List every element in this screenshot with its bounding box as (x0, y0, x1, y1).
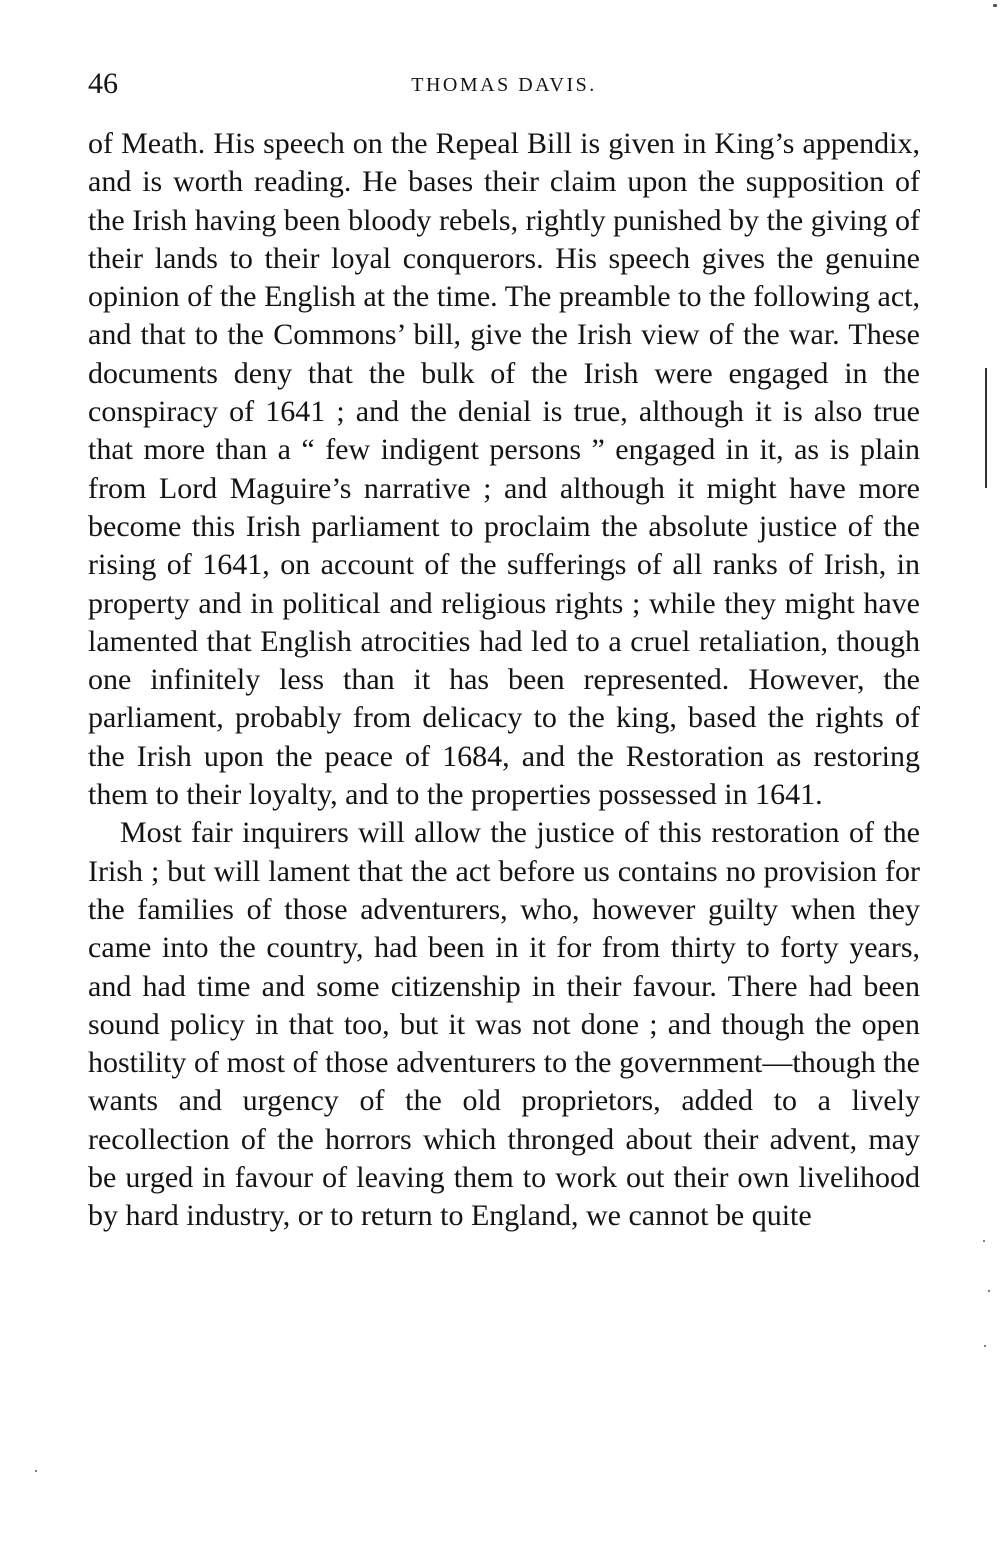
scan-speck (984, 1345, 986, 1347)
page-number: 46 (88, 67, 118, 100)
scan-speck (993, 4, 997, 7)
paragraph: Most fair inquirers will allow the justice of this restoration of the Irish ; but will lament that the act before us contains no provision for the families of those adventurers, who, however guilty when they came into the country, had been in it for from thirty to forty years, and had time and some citizenship in their favour. There had been sound policy in that too, but it was not done ; and though the open hostility of most of those adventurers to the government—though the wants and urgency of the old proprietors, added to a lively recollection of the horrors which thronged about their advent, may be urged in favour of leaving them to work out their own livelihood by hard industry, or to return to England, we cannot be quite (88, 816, 920, 1233)
running-head: THOMAS DAVIS. (411, 74, 597, 96)
margin-scan-mark (985, 368, 987, 488)
scan-speck (988, 1290, 990, 1292)
scan-speck (983, 1240, 985, 1242)
paragraph: of Meath. His speech on the Repeal Bill is given in King’s appendix, and is worth reading. He bases their claim upon the supposition of the Irish having been bloody rebels, rightly punished by the giving of their lands to their loyal conquerors. His speech gives the genuine opinion of the English at the time. The preamble to the following act, and that to the Commons’ bill, give the Irish view of the war. These documents deny that the bulk of the Irish were engaged in the conspiracy of 1641 ; and the denial is true, although it is also true that more than a “ few indigent persons ” engaged in it, as is plain from Lord Maguire’s narrative ; and although it might have more become this Irish parliament to proclaim the absolute justice of the rising of 1641, on account of the sufferings of all ranks of Irish, in property and in political and religious rights ; while they might have lamented that English atrocities had led to a cruel retaliation, though one infinitely less than it has been represented. However, the parliament, probably from delicacy to the king, based the rights of the Irish upon the peace of 1684, and the Restoration as restoring them to their loyalty, and to the properties possessed in 1641. (88, 127, 920, 812)
scan-speck (35, 1470, 37, 1472)
page-header (88, 64, 920, 104)
body-text (88, 125, 920, 1236)
